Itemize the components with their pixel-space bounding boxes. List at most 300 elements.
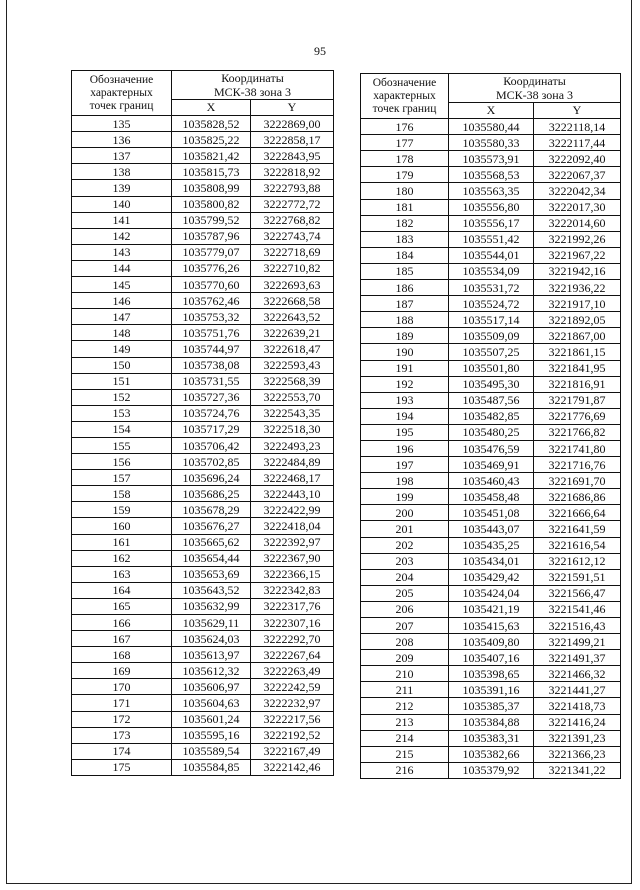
coordinates-table-left <box>71 70 334 776</box>
point-number-cell: 198 <box>361 473 449 489</box>
header-label-line: характерных <box>90 86 153 99</box>
y-coordinate-cell: 3222342,83 <box>251 582 334 598</box>
x-coordinate-cell: 1035469,91 <box>449 457 534 473</box>
point-number-cell: 136 <box>72 132 172 148</box>
point-number-cell: 197 <box>361 457 449 473</box>
point-number-cell: 138 <box>72 164 172 180</box>
x-coordinate-cell: 1035696,24 <box>172 470 251 486</box>
y-coordinate-cell: 3221861,15 <box>534 344 621 360</box>
table-row <box>361 360 621 376</box>
x-coordinate-cell: 1035524,72 <box>449 296 534 312</box>
y-coordinate-cell: 3222443,10 <box>251 486 334 502</box>
table-row <box>72 437 334 453</box>
header-label-line: Обозначение <box>89 73 154 86</box>
y-coordinate-cell: 3222768,82 <box>251 212 334 228</box>
x-coordinate-cell: 1035544,01 <box>449 247 534 263</box>
y-coordinate-cell: 3221686,86 <box>534 489 621 505</box>
x-coordinate-cell: 1035580,44 <box>449 119 534 135</box>
x-coordinate-cell: 1035624,03 <box>172 631 251 647</box>
x-coordinate-cell: 1035706,42 <box>172 437 251 453</box>
x-coordinate-cell: 1035724,76 <box>172 405 251 421</box>
y-coordinate-cell: 3221418,73 <box>534 698 621 714</box>
point-number-cell: 210 <box>361 666 449 682</box>
table-row <box>361 666 621 682</box>
x-coordinate-cell: 1035384,88 <box>449 714 534 730</box>
y-coordinate-cell: 3222367,90 <box>251 550 334 566</box>
point-number-cell: 204 <box>361 569 449 585</box>
coordinates-title: Координаты <box>503 74 566 88</box>
y-coordinate-cell: 3222366,15 <box>251 566 334 582</box>
point-number-cell: 164 <box>72 582 172 598</box>
point-number-cell: 181 <box>361 199 449 215</box>
x-coordinate-cell: 1035751,76 <box>172 325 251 341</box>
point-number-cell: 194 <box>361 408 449 424</box>
point-number-cell: 195 <box>361 424 449 440</box>
point-number-cell: 154 <box>72 421 172 437</box>
y-coordinate-cell: 3221791,87 <box>534 392 621 408</box>
table-row <box>361 440 621 456</box>
table-row <box>361 762 621 778</box>
x-coordinate-cell: 1035531,72 <box>449 280 534 296</box>
table-row <box>72 164 334 180</box>
table-row <box>361 199 621 215</box>
x-coordinate-cell: 1035815,73 <box>172 164 251 180</box>
table-row <box>361 601 621 617</box>
table-row <box>361 119 621 135</box>
x-coordinate-cell: 1035744,97 <box>172 341 251 357</box>
y-coordinate-cell: 3221366,23 <box>534 746 621 762</box>
y-coordinate-cell: 3222718,69 <box>251 244 334 260</box>
x-coordinate-cell: 1035391,16 <box>449 682 534 698</box>
x-coordinate-cell: 1035435,25 <box>449 537 534 553</box>
x-coordinate-cell: 1035476,59 <box>449 440 534 456</box>
x-coordinate-cell: 1035800,82 <box>172 196 251 212</box>
table-row <box>361 650 621 666</box>
table-row <box>361 296 621 312</box>
x-coordinate-cell: 1035654,44 <box>172 550 251 566</box>
x-coordinate-cell: 1035568,53 <box>449 167 534 183</box>
point-number-cell: 207 <box>361 618 449 634</box>
y-coordinate-cell: 3222484,89 <box>251 454 334 470</box>
point-number-cell: 196 <box>361 440 449 456</box>
y-coordinate-cell: 3222710,82 <box>251 260 334 276</box>
x-coordinate-cell: 1035517,14 <box>449 312 534 328</box>
table-row <box>361 457 621 473</box>
table-row <box>72 277 334 293</box>
y-coordinate-cell: 3221741,80 <box>534 440 621 456</box>
point-number-cell: 141 <box>72 212 172 228</box>
table-row <box>72 518 334 534</box>
table-row <box>72 244 334 260</box>
x-coordinate-cell: 1035556,80 <box>449 199 534 215</box>
x-coordinate-cell: 1035604,63 <box>172 695 251 711</box>
coordinates-header <box>449 74 621 103</box>
point-number-cell: 185 <box>361 263 449 279</box>
y-coordinate-cell: 3222042,34 <box>534 183 621 199</box>
table-row <box>72 293 334 309</box>
y-coordinate-cell: 3221967,22 <box>534 247 621 263</box>
y-coordinate-cell: 3222468,17 <box>251 470 334 486</box>
y-coordinate-cell: 3222553,70 <box>251 389 334 405</box>
x-coordinate-cell: 1035398,65 <box>449 666 534 682</box>
x-coordinate-cell: 1035606,97 <box>172 679 251 695</box>
x-coordinate-cell: 1035385,37 <box>449 698 534 714</box>
point-number-cell: 159 <box>72 502 172 518</box>
point-number-cell: 211 <box>361 682 449 698</box>
table-row <box>72 759 334 775</box>
y-coordinate-cell: 3222422,99 <box>251 502 334 518</box>
x-coordinate-cell: 1035409,80 <box>449 634 534 650</box>
table-row <box>72 260 334 276</box>
table-row <box>72 389 334 405</box>
y-coordinate-cell: 3222067,37 <box>534 167 621 183</box>
y-coordinate-cell: 3221867,00 <box>534 328 621 344</box>
y-coordinate-cell: 3222117,44 <box>534 135 621 151</box>
y-coordinate-cell: 3222793,88 <box>251 180 334 196</box>
x-coordinate-cell: 1035501,80 <box>449 360 534 376</box>
x-coordinate-cell: 1035415,63 <box>449 618 534 634</box>
x-coordinate-cell: 1035753,32 <box>172 309 251 325</box>
x-coordinate-cell: 1035429,42 <box>449 569 534 585</box>
point-number-cell: 188 <box>361 312 449 328</box>
x-coordinate-cell: 1035495,30 <box>449 376 534 392</box>
y-coordinate-cell: 3222643,52 <box>251 309 334 325</box>
x-coordinate-cell: 1035458,48 <box>449 489 534 505</box>
x-coordinate-cell: 1035382,66 <box>449 746 534 762</box>
y-coordinate-cell: 3221816,91 <box>534 376 621 392</box>
x-coordinate-cell: 1035379,92 <box>449 762 534 778</box>
point-number-cell: 189 <box>361 328 449 344</box>
x-coordinate-cell: 1035480,25 <box>449 424 534 440</box>
point-number-cell: 192 <box>361 376 449 392</box>
point-number-cell: 165 <box>72 598 172 614</box>
point-number-cell: 148 <box>72 325 172 341</box>
y-coordinate-cell: 3222743,74 <box>251 228 334 244</box>
x-coordinate-cell: 1035612,32 <box>172 663 251 679</box>
point-number-cell: 157 <box>72 470 172 486</box>
point-number-cell: 206 <box>361 601 449 617</box>
x-coordinate-cell: 1035584,85 <box>172 759 251 775</box>
x-coordinate-cell: 1035551,42 <box>449 231 534 247</box>
y-coordinate-cell: 3221541,46 <box>534 601 621 617</box>
x-coordinate-cell: 1035653,69 <box>172 566 251 582</box>
y-coordinate-cell: 3222568,39 <box>251 373 334 389</box>
y-coordinate-cell: 3222639,21 <box>251 325 334 341</box>
y-coordinate-cell: 3222858,17 <box>251 132 334 148</box>
table-row <box>361 634 621 650</box>
table-row <box>72 647 334 663</box>
table-row <box>72 196 334 212</box>
x-coordinate-cell: 1035779,07 <box>172 244 251 260</box>
x-coordinate-cell: 1035460,43 <box>449 473 534 489</box>
y-coordinate-cell: 3222292,70 <box>251 631 334 647</box>
x-coordinate-cell: 1035383,31 <box>449 730 534 746</box>
point-number-cell: 139 <box>72 180 172 196</box>
y-coordinate-cell: 3222693,63 <box>251 277 334 293</box>
x-coordinate-cell: 1035563,35 <box>449 183 534 199</box>
y-coordinate-cell: 3221936,22 <box>534 280 621 296</box>
x-coordinate-cell: 1035534,09 <box>449 263 534 279</box>
table-row <box>361 392 621 408</box>
table-row <box>361 585 621 601</box>
y-coordinate-cell: 3221766,82 <box>534 424 621 440</box>
point-label-header <box>72 71 172 116</box>
table-row <box>361 618 621 634</box>
point-number-cell: 199 <box>361 489 449 505</box>
x-coordinate-cell: 1035487,56 <box>449 392 534 408</box>
point-number-cell: 178 <box>361 151 449 167</box>
x-coordinate-cell: 1035686,25 <box>172 486 251 502</box>
x-coordinate-cell: 1035717,29 <box>172 421 251 437</box>
table-row <box>72 228 334 244</box>
x-coordinate-cell: 1035727,36 <box>172 389 251 405</box>
point-number-cell: 167 <box>72 631 172 647</box>
table-row <box>361 151 621 167</box>
point-number-cell: 175 <box>72 759 172 775</box>
table-row <box>72 502 334 518</box>
header-label-line: точек границ <box>89 99 154 112</box>
x-coordinate-cell: 1035821,42 <box>172 148 251 164</box>
y-coordinate-cell: 3221892,05 <box>534 312 621 328</box>
y-coordinate-cell: 3222263,49 <box>251 663 334 679</box>
table-row <box>72 132 334 148</box>
y-coordinate-cell: 3221666,64 <box>534 505 621 521</box>
point-number-cell: 168 <box>72 647 172 663</box>
x-coordinate-cell: 1035702,85 <box>172 454 251 470</box>
y-coordinate-cell: 3222017,30 <box>534 199 621 215</box>
table-row <box>361 521 621 537</box>
table-row <box>361 280 621 296</box>
point-number-cell: 161 <box>72 534 172 550</box>
coordinate-system: МСК-38 зона 3 <box>213 85 292 99</box>
point-number-cell: 193 <box>361 392 449 408</box>
point-number-cell: 186 <box>361 280 449 296</box>
point-number-cell: 169 <box>72 663 172 679</box>
x-coordinate-cell: 1035424,04 <box>449 585 534 601</box>
table-row <box>361 231 621 247</box>
y-column-header: Y <box>251 100 334 116</box>
x-coordinate-cell: 1035595,16 <box>172 727 251 743</box>
point-number-cell: 201 <box>361 521 449 537</box>
point-number-cell: 152 <box>72 389 172 405</box>
table-row <box>361 714 621 730</box>
y-column-header: Y <box>534 103 621 119</box>
table-row <box>361 682 621 698</box>
point-number-cell: 144 <box>72 260 172 276</box>
coordinate-system: МСК-38 зона 3 <box>495 88 574 102</box>
header-label-line: точек границ <box>372 102 437 115</box>
table-row <box>72 727 334 743</box>
point-number-cell: 203 <box>361 553 449 569</box>
y-coordinate-cell: 3222618,47 <box>251 341 334 357</box>
table-row <box>361 424 621 440</box>
table-row <box>361 505 621 521</box>
table-row <box>72 116 334 132</box>
x-coordinate-cell: 1035776,26 <box>172 260 251 276</box>
point-number-cell: 147 <box>72 309 172 325</box>
x-coordinate-cell: 1035808,99 <box>172 180 251 196</box>
y-coordinate-cell: 3221491,37 <box>534 650 621 666</box>
table-row <box>72 679 334 695</box>
table-row <box>361 135 621 151</box>
coordinates-header <box>172 71 334 100</box>
table-row <box>72 309 334 325</box>
table-row <box>361 376 621 392</box>
x-coordinate-cell: 1035601,24 <box>172 711 251 727</box>
table-row <box>72 743 334 759</box>
y-coordinate-cell: 3222869,00 <box>251 116 334 132</box>
y-coordinate-cell: 3221591,51 <box>534 569 621 585</box>
coordinates-title: Координаты <box>221 71 284 85</box>
y-coordinate-cell: 3221441,27 <box>534 682 621 698</box>
coordinates-table-right <box>360 73 621 779</box>
y-coordinate-cell: 3222092,40 <box>534 151 621 167</box>
table-row <box>361 215 621 231</box>
point-number-cell: 163 <box>72 566 172 582</box>
table-row <box>361 537 621 553</box>
y-coordinate-cell: 3221917,10 <box>534 296 621 312</box>
x-coordinate-cell: 1035573,91 <box>449 151 534 167</box>
y-coordinate-cell: 3222307,16 <box>251 615 334 631</box>
point-number-cell: 143 <box>72 244 172 260</box>
y-coordinate-cell: 3222242,59 <box>251 679 334 695</box>
y-coordinate-cell: 3221641,59 <box>534 521 621 537</box>
x-coordinate-cell: 1035629,11 <box>172 615 251 631</box>
table-row <box>72 373 334 389</box>
y-coordinate-cell: 3221341,22 <box>534 762 621 778</box>
point-number-cell: 182 <box>361 215 449 231</box>
table-row <box>361 489 621 505</box>
y-coordinate-cell: 3222418,04 <box>251 518 334 534</box>
point-number-cell: 137 <box>72 148 172 164</box>
point-number-cell: 213 <box>361 714 449 730</box>
x-coordinate-cell: 1035676,27 <box>172 518 251 534</box>
y-coordinate-cell: 3221942,16 <box>534 263 621 279</box>
point-number-cell: 146 <box>72 293 172 309</box>
x-coordinate-cell: 1035451,08 <box>449 505 534 521</box>
y-coordinate-cell: 3222142,46 <box>251 759 334 775</box>
point-number-cell: 216 <box>361 762 449 778</box>
table-row <box>72 421 334 437</box>
y-coordinate-cell: 3222118,14 <box>534 119 621 135</box>
y-coordinate-cell: 3222267,64 <box>251 647 334 663</box>
table-row <box>361 344 621 360</box>
table-row <box>72 454 334 470</box>
table-row <box>361 328 621 344</box>
point-number-cell: 200 <box>361 505 449 521</box>
y-coordinate-cell: 3222843,95 <box>251 148 334 164</box>
table-row <box>361 746 621 762</box>
point-number-cell: 174 <box>72 743 172 759</box>
point-number-cell: 208 <box>361 634 449 650</box>
point-number-cell: 202 <box>361 537 449 553</box>
point-number-cell: 183 <box>361 231 449 247</box>
table-row <box>361 730 621 746</box>
point-number-cell: 214 <box>361 730 449 746</box>
x-coordinate-cell: 1035434,01 <box>449 553 534 569</box>
point-number-cell: 145 <box>72 277 172 293</box>
point-number-cell: 151 <box>72 373 172 389</box>
y-coordinate-cell: 3222772,72 <box>251 196 334 212</box>
point-number-cell: 173 <box>72 727 172 743</box>
point-number-cell: 149 <box>72 341 172 357</box>
table-row <box>72 405 334 421</box>
x-coordinate-cell: 1035828,52 <box>172 116 251 132</box>
x-coordinate-cell: 1035762,46 <box>172 293 251 309</box>
y-coordinate-cell: 3221776,69 <box>534 408 621 424</box>
y-coordinate-cell: 3222317,76 <box>251 598 334 614</box>
point-number-cell: 212 <box>361 698 449 714</box>
point-number-cell: 184 <box>361 247 449 263</box>
y-coordinate-cell: 3221992,26 <box>534 231 621 247</box>
x-coordinate-cell: 1035589,54 <box>172 743 251 759</box>
table-row <box>72 534 334 550</box>
point-number-cell: 205 <box>361 585 449 601</box>
x-coordinate-cell: 1035731,55 <box>172 373 251 389</box>
y-coordinate-cell: 3222668,58 <box>251 293 334 309</box>
coordinates-table-left-body <box>72 116 334 776</box>
x-coordinate-cell: 1035770,60 <box>172 277 251 293</box>
table-row <box>72 598 334 614</box>
table-row <box>72 663 334 679</box>
table-row <box>361 569 621 585</box>
y-coordinate-cell: 3222518,30 <box>251 421 334 437</box>
y-coordinate-cell: 3222818,92 <box>251 164 334 180</box>
point-number-cell: 150 <box>72 357 172 373</box>
y-coordinate-cell: 3221516,43 <box>534 618 621 634</box>
point-number-cell: 176 <box>361 119 449 135</box>
point-number-cell: 209 <box>361 650 449 666</box>
point-number-cell: 142 <box>72 228 172 244</box>
y-coordinate-cell: 3221566,47 <box>534 585 621 601</box>
y-coordinate-cell: 3222593,43 <box>251 357 334 373</box>
x-coordinate-cell: 1035507,25 <box>449 344 534 360</box>
table-row <box>72 148 334 164</box>
x-coordinate-cell: 1035443,07 <box>449 521 534 537</box>
y-coordinate-cell: 3222217,56 <box>251 711 334 727</box>
y-coordinate-cell: 3222493,23 <box>251 437 334 453</box>
x-coordinate-cell: 1035421,19 <box>449 601 534 617</box>
x-coordinate-cell: 1035665,62 <box>172 534 251 550</box>
y-coordinate-cell: 3222232,97 <box>251 695 334 711</box>
table-row <box>72 180 334 196</box>
x-coordinate-cell: 1035678,29 <box>172 502 251 518</box>
point-label-header <box>361 74 449 119</box>
x-coordinate-cell: 1035509,09 <box>449 328 534 344</box>
point-number-cell: 135 <box>72 116 172 132</box>
table-row <box>361 183 621 199</box>
x-coordinate-cell: 1035787,96 <box>172 228 251 244</box>
point-number-cell: 166 <box>72 615 172 631</box>
table-row <box>72 566 334 582</box>
y-coordinate-cell: 3221416,24 <box>534 714 621 730</box>
point-number-cell: 215 <box>361 746 449 762</box>
table-row <box>361 263 621 279</box>
point-number-cell: 160 <box>72 518 172 534</box>
table-row <box>72 695 334 711</box>
point-number-cell: 162 <box>72 550 172 566</box>
table-row <box>361 698 621 714</box>
point-number-cell: 190 <box>361 344 449 360</box>
x-column-header: X <box>172 100 251 116</box>
table-row <box>72 615 334 631</box>
table-row <box>361 167 621 183</box>
point-number-cell: 179 <box>361 167 449 183</box>
table-row <box>72 550 334 566</box>
point-number-cell: 153 <box>72 405 172 421</box>
point-number-cell: 158 <box>72 486 172 502</box>
point-number-cell: 170 <box>72 679 172 695</box>
